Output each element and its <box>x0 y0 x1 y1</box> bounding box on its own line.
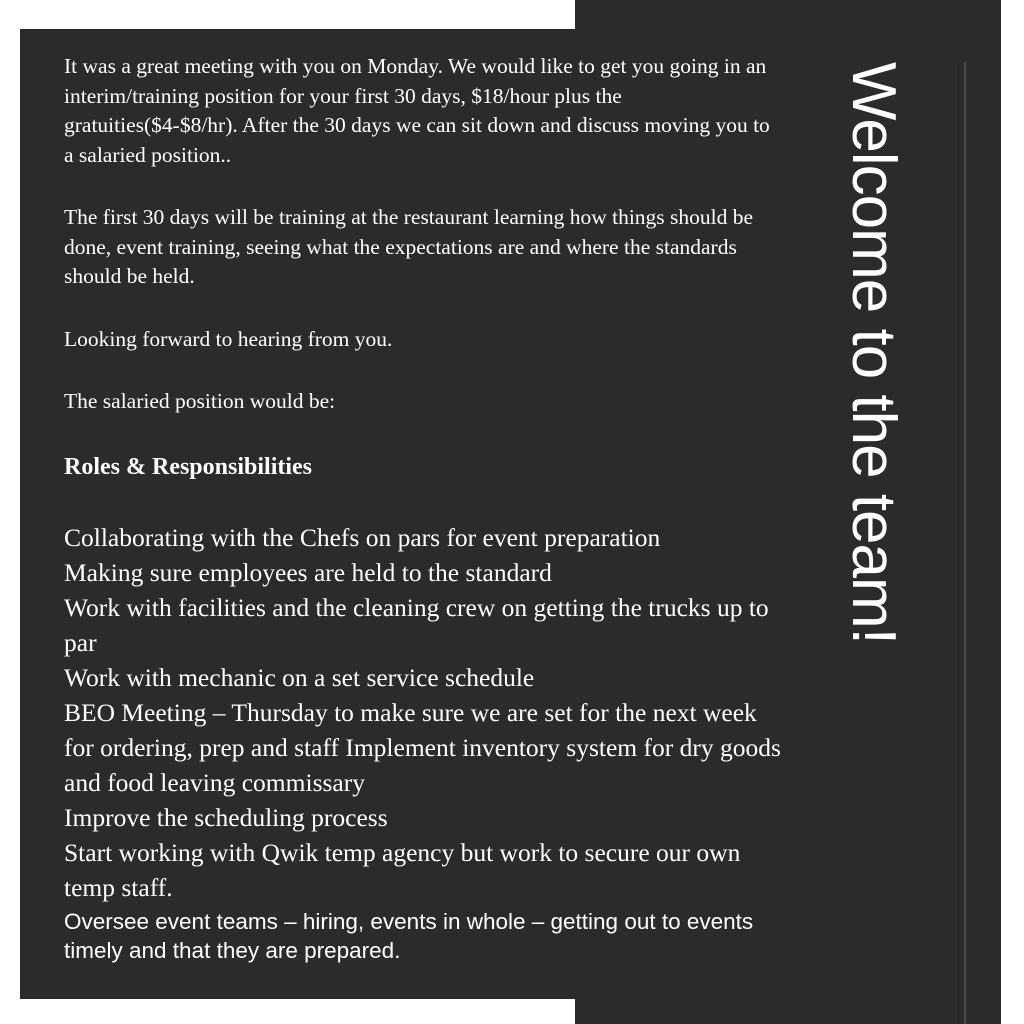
roles-list <box>64 520 784 965</box>
list-item: Making sure employees are held to the standard <box>64 557 552 587</box>
welcome-title: Welcome to the team! <box>839 62 908 644</box>
intro-paragraph-4: The salaried position would be: <box>64 389 336 413</box>
intro-paragraph-3: Looking forward to hearing from you. <box>64 326 393 351</box>
list-item: Oversee event teams – hiring, events in whole – getting out to events timely and that they are prepared. <box>64 908 754 963</box>
list-item: BEO Meeting – Thursday to make sure we are set for the next week for ordering, prep and staff Implement inventory system for dry goods and food leaving commissary <box>64 697 781 797</box>
list-item: Start working with Qwik temp agency but work to secure our own temp staff. <box>64 837 741 902</box>
decorative-line <box>958 62 959 1024</box>
bottom-white-strip <box>0 999 575 1024</box>
intro-paragraph-2: The first 30 days will be training at the restaurant learning how things should be done, event training, seeing what the expectations are and where the standards should be held. <box>64 205 754 288</box>
list-item: Improve the scheduling process <box>64 802 388 832</box>
list-item: Work with facilities and the cleaning crew on getting the trucks up to par <box>64 592 769 657</box>
roles-heading: Roles & Responsibilities <box>64 453 313 480</box>
list-item: Collaborating with the Chefs on pars for event preparation <box>64 522 661 552</box>
right-white-strip <box>1001 0 1024 1024</box>
letter-body <box>64 52 784 965</box>
intro-paragraph-1: It was a great meeting with you on Monday. We would like to get you going in an interim/training position for your first 30 days, $18/hour plus the gratuities($4-$8/hr). After the 30 days we can sit down and discuss moving you to a salaried position.. <box>64 54 770 167</box>
decorative-line-light <box>964 62 966 1024</box>
list-item: Work with mechanic on a set service schedule <box>64 662 535 692</box>
